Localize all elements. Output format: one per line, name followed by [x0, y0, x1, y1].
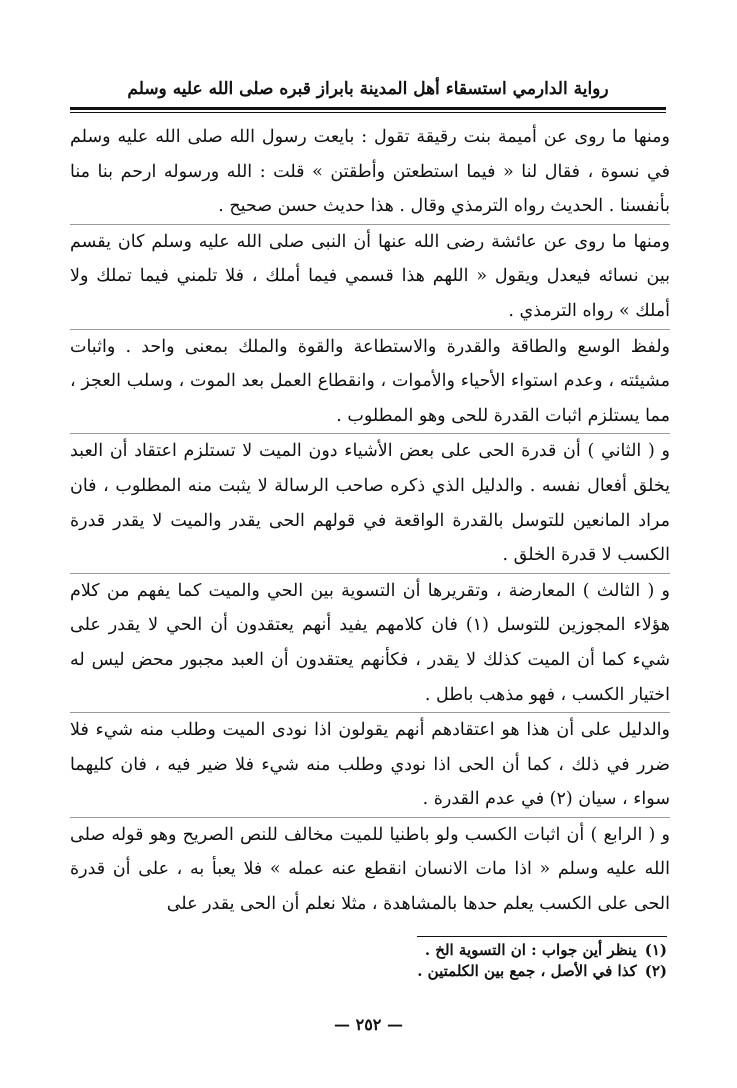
running-header: رواية الدارمي استسقاء أهل المدينة بابراز قبره صلى الله عليه وسلم [127, 79, 609, 99]
footnote-text: ينظر أين جواب : ان التسوية الخ . [424, 941, 637, 959]
paragraph-6: والدليل على أن هذا هو اعتقادهم أنهم يقولون اذا نودى الميت وطلب منه شيء فلا ضرر في ذلك ، كما أن الحى اذا نودي وطلب منه شيء فلا ضير فيه ، فان كليهما سواء ، سيان (٢) في عدم القدرة . [70, 720, 670, 810]
paragraph-1: ومنها ما روى عن أميمة بنت رقيقة تقول : بايعت رسول الله صلى الله عليه وسلم في نسوة ، فقال لنا « فيما استطعتن وأطقتن » قلت : الله ورسوله ارحم بنا منا بأنفسنا . الحديث رواه الترمذي وقال . هذا حديث حسن صحيح . [70, 127, 670, 217]
header-rule-thick [70, 107, 666, 110]
paragraph-7: و ( الرابع ) أن اثبات الكسب ولو باطنيا للميت مخالف للنص الصريح وهو قوله صلى الله عليه وسلم « اذا مات الانسان انقطع عنه عمله » فلا يعبأ به ، على أن قدرة الحى على الكسب يعلم حدها بالمشاهدة ، مثلا نعلم أن الحى يقدر على [70, 824, 670, 915]
footnote-number: (٢) [644, 962, 667, 980]
footnote-1 [67, 940, 667, 961]
footnote-rule [417, 936, 667, 937]
footnote-2 [67, 961, 667, 982]
page-number: — ٢٥٢ — [334, 1015, 403, 1034]
footnotes [67, 940, 667, 982]
footnote-number: (١) [644, 941, 667, 959]
footnote-text: كذا في الأصل ، جمع بين الكلمتين . [417, 962, 637, 980]
paragraph-4: و ( الثاني ) أن قدرة الحى على بعض الأشياء دون الميت لا تستلزم اعتقاد أن العبد يخلق أفعال نفسه . والدليل الذي ذكره صاحب الرسالة لا يثبت منه المطلوب ، فان مراد المانعين للتوسل بالقدرة الواقعة في قولهم الحى يقدر والميت لا يقدر قدرة الكسب لا قدرة الخلق . [70, 441, 670, 566]
body-text [70, 120, 670, 922]
paragraph-2: ومنها ما روى عن عائشة رضى الله عنها أن النبى صلى الله عليه وسلم كان يقسم بين نسائه فيعدل ويقول « اللهم هذا قسمي فيما أملك ، فلا تلمني فيما تملك ولا أملك » رواه الترمذي . [70, 231, 670, 321]
paragraph-5: و ( الثالث ) المعارضة ، وتقريرها أن التسوية بين الحي والميت كما يفهم من كلام هؤلاء المجوزين للتوسل (١) فان كلامهم يفيد أنهم يعتقدون أن الحي لا يقدر على شيء كما أن الميت كذلك لا يقدر ، فكأنهم يعتقدون أن العبد مجبور محض ليس له اختيار الكسب ، فهو مذهب باطل . [70, 580, 670, 705]
header-rule-thin [70, 112, 666, 113]
paragraph-3: ولفظ الوسع والطاقة والقدرة والاستطاعة والقوة والملك بمعنى واحد . واثبات مشيئته ، وعدم استواء الأحياء والأموات ، وانقطاع العمل بعد الموت ، وسلب العجز ، مما يستلزم اثبات القدرة للحى وهو المطلوب . [70, 336, 670, 426]
